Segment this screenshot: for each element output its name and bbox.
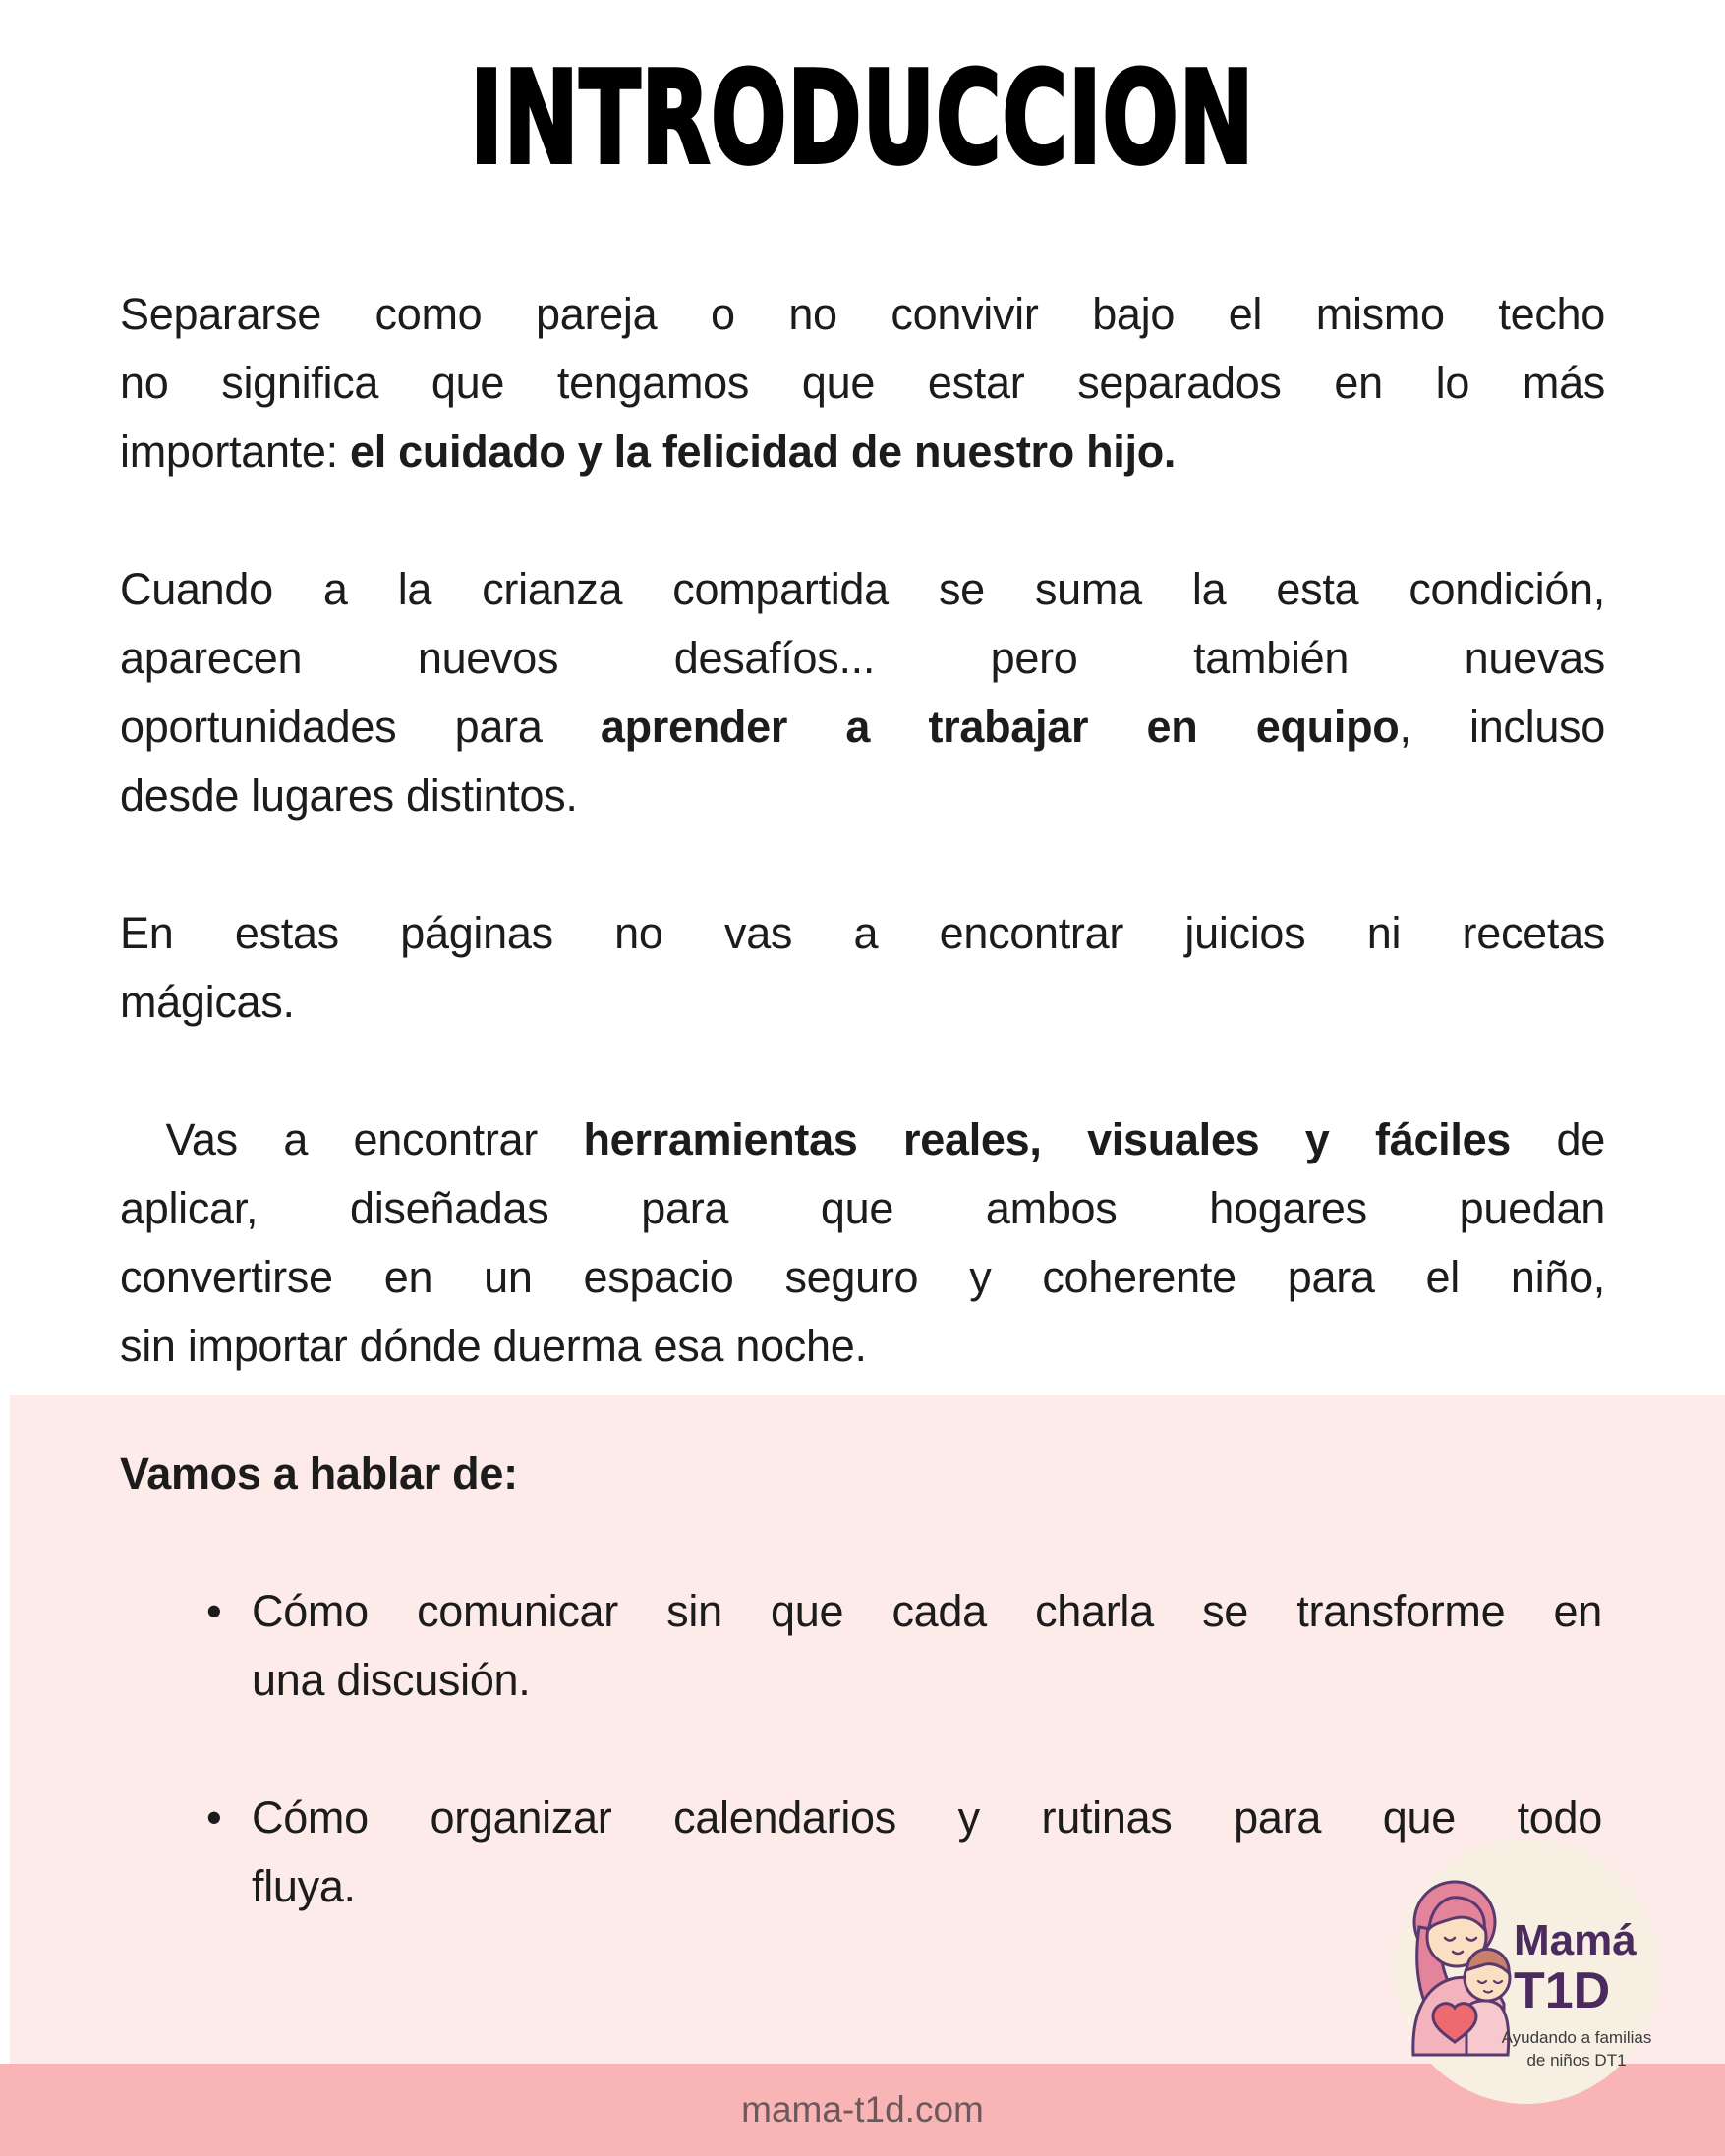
paragraph: [120, 899, 1605, 1037]
text-segment: no significa que tengamos que estar separados en lo más: [120, 358, 1605, 408]
text-segment: de: [1511, 1114, 1606, 1164]
text-segment: fluya.: [252, 1861, 356, 1911]
text-line: [120, 349, 1605, 418]
bullet-item: [206, 1577, 1602, 1715]
text-line: [120, 555, 1605, 624]
text-segment: importante:: [120, 426, 351, 477]
text-segment: aparecen nuevos desafíos... pero también nuevas: [120, 633, 1605, 683]
text-line: [252, 1577, 1602, 1646]
paragraph: [120, 555, 1605, 830]
footer-url: mama-t1d.com: [741, 2089, 984, 2129]
text-segment: una discusión.: [252, 1655, 531, 1705]
text-segment: Cómo comunicar sin que cada charla se transforme en: [252, 1586, 1602, 1636]
text-line: [120, 762, 1605, 830]
text-segment: Separarse como pareja o no convivir bajo el mismo techo: [120, 289, 1605, 339]
text-segment: En estas páginas no vas a encontrar juicios ni recetas: [120, 908, 1605, 958]
bullet-list: [206, 1577, 1602, 1921]
text-line: [120, 1243, 1605, 1312]
text-line: [252, 1646, 1602, 1715]
page-title: INTRODUCCION: [470, 43, 1255, 193]
text-segment: el cuidado y la felicidad de nuestro hijo.: [350, 426, 1177, 477]
text-segment: , incluso: [1399, 702, 1605, 752]
text-segment: aplicar, diseñadas para que ambos hogares puedan: [120, 1183, 1605, 1233]
text-segment: Cómo organizar calendarios y rutinas para que todo: [252, 1792, 1602, 1843]
paragraph: [120, 1106, 1605, 1381]
text-segment: convertirse en un espacio seguro y coherente para el niño,: [120, 1252, 1605, 1302]
text-segment: oportunidades para: [120, 702, 601, 752]
bullet-item: [206, 1784, 1602, 1921]
bullet-marker: •: [206, 1586, 222, 1636]
text-segment: Cuando a la crianza compartida se suma la esta condición,: [120, 564, 1605, 614]
text-line: [120, 1106, 1605, 1174]
intro-section: [120, 280, 1605, 1381]
logo-brand-line2: T1D: [1514, 1962, 1611, 2019]
text-segment: mágicas.: [120, 977, 295, 1027]
text-line: [120, 280, 1605, 349]
bullet-text: [252, 1577, 1602, 1715]
text-line: [120, 899, 1605, 968]
text-line: [120, 418, 1605, 486]
page-title-row: [0, 43, 1725, 193]
text-segment: desde lugares distintos.: [120, 770, 578, 821]
highlight-heading: Vamos a hablar de:: [120, 1448, 518, 1499]
text-line: [120, 1174, 1605, 1243]
text-segment: sin importar dónde duerma esa noche.: [120, 1321, 867, 1371]
logo-brand-line1: Mamá: [1514, 1916, 1637, 1964]
text-line: [120, 624, 1605, 693]
logo-tagline-line1: Ayudando a familias: [1501, 2028, 1652, 2047]
text-segment: Vas a encontrar: [120, 1114, 584, 1164]
mama-t1d-logo-icon: [1394, 1839, 1659, 2104]
text-line: [120, 1312, 1605, 1381]
text-segment: aprender a trabajar en equipo: [600, 702, 1400, 752]
text-line: [120, 693, 1605, 762]
bullet-marker: •: [206, 1792, 222, 1843]
text-segment: herramientas reales, visuales y fáciles: [583, 1114, 1512, 1164]
paragraph: [120, 280, 1605, 486]
brand-logo: [1394, 1839, 1659, 2104]
logo-tagline-line2: de niños DT1: [1526, 2051, 1627, 2070]
text-line: [120, 968, 1605, 1037]
